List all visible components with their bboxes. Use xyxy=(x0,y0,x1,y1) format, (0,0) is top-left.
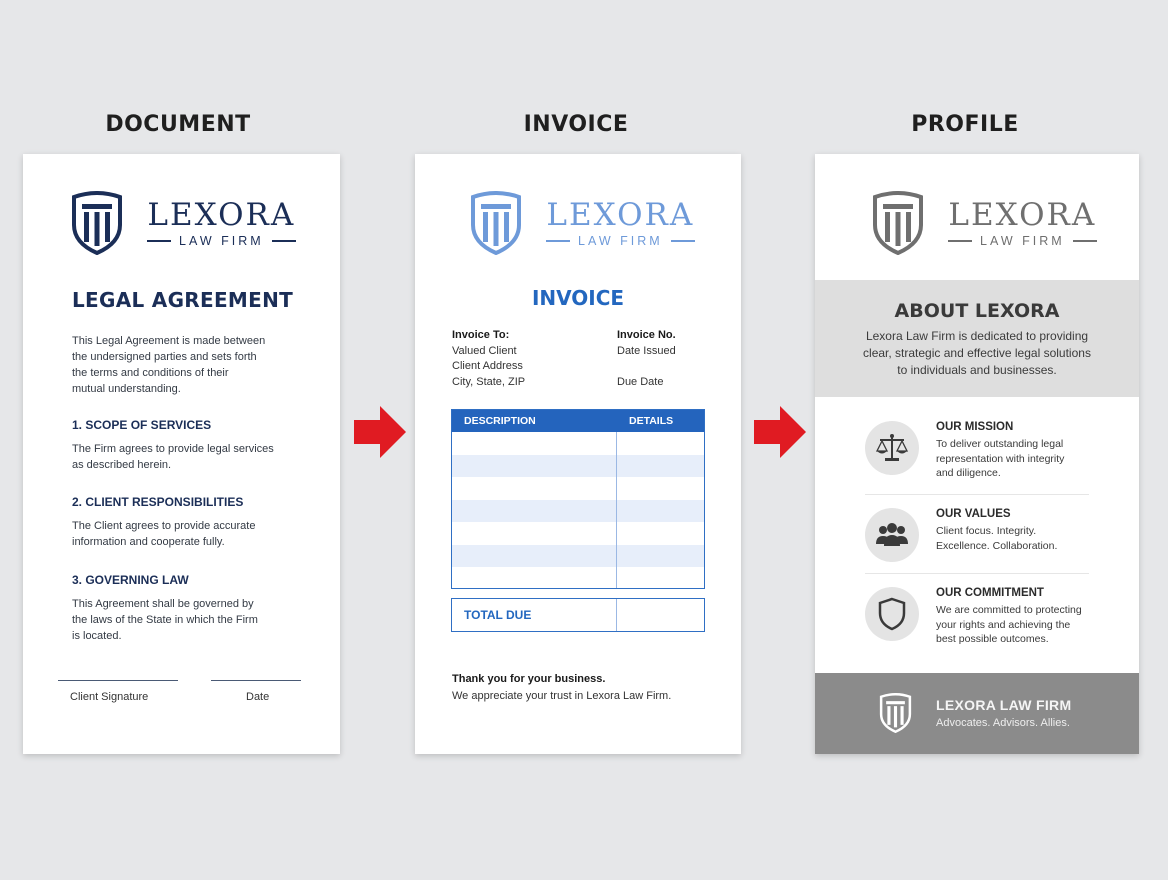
values-item xyxy=(865,508,1089,564)
brand-name: LEXORA xyxy=(948,197,1097,233)
footer-firm-name: LEXORA LAW FIRM xyxy=(936,697,1072,713)
scales-icon xyxy=(865,421,919,475)
pillar-shield-icon xyxy=(872,191,924,255)
pillar-shield-icon xyxy=(470,191,522,255)
document-card xyxy=(23,154,340,754)
table-row xyxy=(452,477,704,500)
table-row xyxy=(452,500,704,523)
invoice-to-label: Invoice To: xyxy=(452,329,510,341)
profile-card xyxy=(815,154,1139,754)
arrow-right-icon xyxy=(352,404,408,460)
table-row xyxy=(452,455,704,478)
date-line xyxy=(211,680,301,681)
table-row xyxy=(452,432,704,455)
date-issued-label: Date Issued xyxy=(617,345,676,357)
client-name: Valued Client xyxy=(452,345,517,357)
invoice-title: INVOICE xyxy=(531,286,625,310)
people-icon xyxy=(865,508,919,562)
invoice-logo xyxy=(470,191,703,255)
document-logo xyxy=(71,191,304,255)
arrow-right-icon xyxy=(752,404,808,460)
pillar-shield-icon xyxy=(71,191,123,255)
values-heading: OUR VALUES xyxy=(936,508,1011,520)
invoice-table-header xyxy=(452,410,704,432)
document-title: LEGAL AGREEMENT xyxy=(72,288,294,312)
section-heading: 3. GOVERNING LAW xyxy=(72,573,189,587)
section-heading: 1. SCOPE OF SERVICES xyxy=(72,418,212,432)
profile-logo xyxy=(872,191,1105,255)
brand-sub: LAW FIRM xyxy=(538,234,703,248)
column-title-profile: PROFILE xyxy=(911,112,1019,137)
mission-item xyxy=(865,421,1089,485)
mission-heading: OUR MISSION xyxy=(936,421,1014,433)
brand-sub: LAW FIRM xyxy=(139,234,304,248)
commitment-item xyxy=(865,587,1089,651)
mission-text: To deliver outstanding legal representation with integrity and diligence. xyxy=(936,438,1065,479)
appreciation-text: We appreciate your trust in Lexora Law Firm. xyxy=(452,690,672,702)
column-title-document: DOCUMENT xyxy=(105,112,251,137)
section-heading: 2. CLIENT RESPONSIBILITIES xyxy=(72,495,244,509)
thank-you-text: Thank you for your business. xyxy=(452,673,606,685)
document-intro: This Legal Agreement is made between the undersigned parties and sets forth the terms and conditions of their mutual understanding. xyxy=(72,335,266,395)
column-header-details: DETAILS xyxy=(629,415,674,427)
column-title-invoice: INVOICE xyxy=(523,112,629,137)
client-address: Client Address xyxy=(452,360,523,372)
brand-name: LEXORA xyxy=(546,197,695,233)
invoice-table xyxy=(451,409,705,589)
section-body: This Agreement shall be governed by the laws of the State in which the Firm is located. xyxy=(72,598,258,642)
section-body: The Client agrees to provide accurate information and cooperate fully. xyxy=(72,520,256,548)
column-header-description: DESCRIPTION xyxy=(464,415,536,427)
divider xyxy=(865,573,1089,574)
invoice-number-label: Invoice No. xyxy=(617,329,676,341)
footer-tagline: Advocates. Advisors. Allies. xyxy=(936,717,1070,729)
invoice-card xyxy=(415,154,741,754)
commitment-text: We are committed to protecting your rights and achieving the best possible outcomes. xyxy=(936,604,1082,645)
table-row xyxy=(452,567,704,588)
shield-icon xyxy=(865,587,919,641)
profile-footer xyxy=(815,673,1139,754)
values-text: Client focus. Integrity. Excellence. Collaboration. xyxy=(936,525,1058,552)
table-row xyxy=(452,522,704,545)
total-due-box xyxy=(451,598,705,632)
about-section xyxy=(815,280,1139,397)
signature-label: Client Signature xyxy=(70,691,149,703)
brand-name: LEXORA xyxy=(147,197,296,233)
signature-line xyxy=(58,680,178,681)
total-due-label: TOTAL DUE xyxy=(464,608,532,622)
date-label: Date xyxy=(246,691,270,703)
client-city: City, State, ZIP xyxy=(452,376,526,388)
pillar-shield-icon xyxy=(879,693,912,733)
divider xyxy=(865,494,1089,495)
table-row xyxy=(452,545,704,568)
about-text: Lexora Law Firm is dedicated to providing clear, strategic and effective legal solutions to individuals and businesses. xyxy=(863,329,1091,377)
about-title: ABOUT LEXORA xyxy=(894,300,1060,322)
section-body: The Firm agrees to provide legal services as described herein. xyxy=(72,443,274,471)
commitment-heading: OUR COMMITMENT xyxy=(936,587,1044,599)
due-date-label: Due Date xyxy=(617,376,664,388)
brand-sub: LAW FIRM xyxy=(940,234,1105,248)
